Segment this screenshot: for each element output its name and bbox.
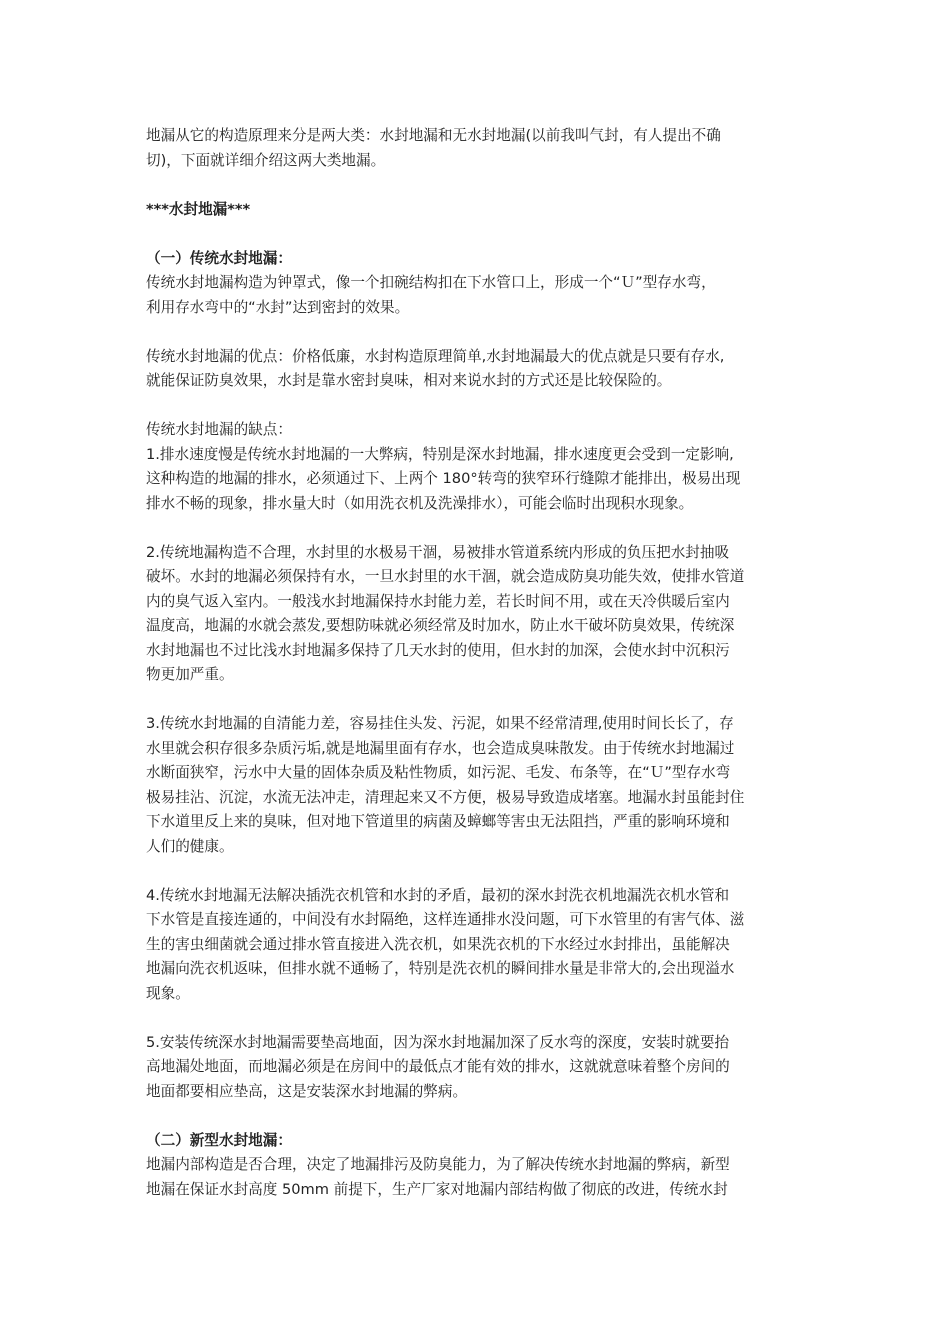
paragraph-gap: [146, 320, 818, 345]
advantages-line-2: 就能保证防臭效果，水封是靠水密封臭味，相对来说水封的方式还是比较保险的。: [146, 372, 672, 389]
subheading-traditional: （一）传统水封地漏：: [146, 249, 292, 267]
point3-line-4: 极易挂沾、沉淀，水流无法冲走，清理起来又不方便，极易导致造成堵塞。地漏水封虽能封住: [146, 788, 745, 806]
newtype-description-line-2: 地漏在保证水封高度 50mm 前提下，生产厂家对地漏内部结构做了彻底的改进，传统水封: [146, 1180, 728, 1198]
paragraph-gap: [146, 859, 818, 884]
document-body: [146, 124, 818, 1202]
point4-line-2: 下水管是直接连通的，中间没有水封隔绝，这样连通排水没问题，可下水管里的有害气体、滋: [146, 911, 745, 928]
traditional-description-line-1: 传统水封地漏构造为钟罩式，像一个扣碗结构扣在下水管口上，形成一个“Ｕ”型存水弯，: [146, 274, 716, 291]
point4-line-3: 生的害虫细菌就会通过排水管直接进入洗衣机，如果洗衣机的下水经过水封排出，虽能解决: [146, 935, 730, 953]
point4-line-4: 地漏向洗衣机返味，但排水就不通畅了，特别是洗衣机的瞬间排水量是非常大的,会出现溢水: [146, 960, 735, 977]
point3-line-3: 水断面狭窄，污水中大量的固体杂质及粘性物质，如污泥、毛发、布条等，在“Ｕ”型存水弯: [146, 764, 731, 781]
subheading-new-type: （二）新型水封地漏：: [146, 1131, 292, 1149]
point2-line-1: 2.传统地漏构造不合理，水封里的水极易干涸，易被排水管道系统内形成的负压把水封抽吸: [146, 543, 730, 561]
point1-line-1: 1.排水速度慢是传统水封地漏的一大弊病，特别是深水封地漏，排水速度更会受到一定影响,: [146, 445, 734, 463]
point4-line-1: 4.传统水封地漏无法解决插洗衣机管和水封的矛盾，最初的深水封洗衣机地漏洗衣机水管和: [146, 886, 730, 904]
paragraph-gap: [146, 222, 818, 247]
point3-line-6: 人们的健康。: [146, 837, 234, 855]
point2-line-6: 物更加严重。: [146, 666, 234, 683]
traditional-description-line-2: 利用存水弯中的“水封”达到密封的效果。: [146, 298, 410, 316]
point2-line-3: 内的臭气返入室内。一般浅水封地漏保持水封能力差，若长时间不用，或在天冷供暖后室内: [146, 592, 730, 610]
paragraph-gap: [146, 173, 818, 198]
point4-line-5: 现象。: [146, 984, 190, 1002]
advantages-line-1: 传统水封地漏的优点：价格低廉，水封构造原理简单,水封地漏最大的优点就是只要有存水,: [146, 347, 725, 365]
newtype-description-line-1: 地漏内部构造是否合理，决定了地漏排污及防臭能力，为了解决传统水封地漏的弊病，新型: [146, 1156, 730, 1173]
point3-line-1: 3.传统水封地漏的自清能力差，容易挂住头发、污泥，如果不经常清理,使用时间长长了，存: [146, 715, 734, 732]
paragraph-gap: [146, 1006, 818, 1031]
paragraph-gap: [146, 1104, 818, 1129]
point2-line-2: 破坏。水封的地漏必须保持有水，一旦水封里的水干涸，就会造成防臭功能失效，使排水管道: [146, 568, 745, 585]
intro-line-1: 地漏从它的构造原理来分是两大类：水封地漏和无水封地漏(以前我叫气封，有人提出不确: [146, 127, 721, 144]
paragraph-gap: [146, 516, 818, 541]
section-heading-water-seal: ***水封地漏***: [146, 200, 251, 218]
intro-line-2: 切)，下面就详细介绍这两大类地漏。: [146, 151, 386, 169]
point1-line-2: 这种构造的地漏的排水，必须通过下、上两个 180°转弯的狭窄环行缝隙才能排出，极易出现: [146, 470, 741, 487]
paragraph-gap: [146, 394, 818, 419]
paragraph-gap: [146, 688, 818, 713]
point5-line-2: 高地漏处地面，而地漏必须是在房间中的最低点才能有效的排水，这就就意味着整个房间的: [146, 1058, 730, 1075]
disadvantages-heading: 传统水封地漏的缺点：: [146, 421, 292, 438]
point5-line-1: 5.安装传统深水封地漏需要垫高地面，因为深水封地漏加深了反水弯的深度，安装时就要抬: [146, 1033, 730, 1051]
point2-line-5: 水封地漏也不过比浅水封地漏多保持了几天水封的使用，但水封的加深，会使水封中沉积污: [146, 641, 730, 659]
point3-line-5: 下水道里反上来的臭味，但对地下管道里的病菌及蟑螂等害虫无法阻挡，严重的影响环境和: [146, 813, 730, 830]
point1-line-3: 排水不畅的现象，排水量大时（如用洗衣机及洗澡排水），可能会临时出现积水现象。: [146, 494, 694, 512]
point2-line-4: 温度高，地漏的水就会蒸发,要想防味就必须经常及时加水，防止水干破坏防臭效果，传统深: [146, 617, 735, 634]
point3-line-2: 水里就会积存很多杂质污垢,就是地漏里面有存水，也会造成臭味散发。由于传统水封地漏过: [146, 739, 735, 757]
point5-line-3: 地面都要相应垫高，这是安装深水封地漏的弊病。: [146, 1082, 468, 1100]
